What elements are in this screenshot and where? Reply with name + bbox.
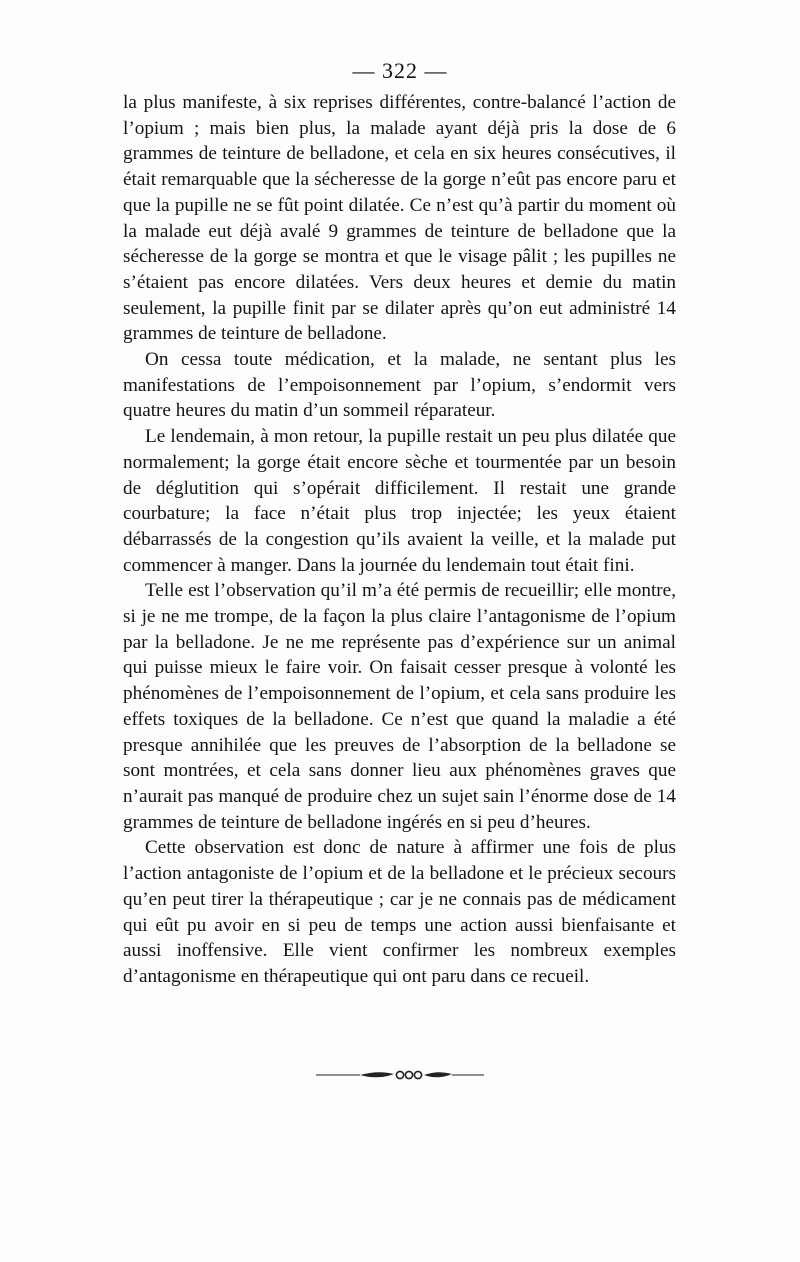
paragraph-1: la plus manifeste, à six reprises différentes, contre-balancé l’action de l’opium ; mais bien plus, la malade ayant déjà pris la dose de 6 grammes de teinture de belladone, et cela en six heures consécutives, il était remarquable que la sécheresse de la gorge n’eût pas encore paru et que la pupille ne se fût point dilatée. Ce n’est qu’à partir du moment où la malade eut déjà avalé 9 grammes de teinture de belladone que la sécheresse de la gorge se montra et que le visage pâlit ; les pupilles ne s’étaient pas encore dilatées. Vers deux heures et demie du matin seulement, la pupille finit par se dilater après qu’on eut administré 14 grammes de teinture de belladone.	[123, 92, 676, 345]
page-number: — 322 —	[352, 58, 448, 83]
paragraph-3: Le lendemain, à mon retour, la pupille restait un peu plus dilatée que normalement; la gorge était encore sèche et tourmentée par un besoin de déglutition qui s’opérait difficilement. Il restait une grande courbature; la face n’était plus trop injectée; les yeux étaient débarrassés de la congestion qu’ils avaient la veille, et la malade put commencer à manger. Dans la journée du lendemain tout était fini.	[123, 426, 676, 576]
paragraph-4: Telle est l’observation qu’il m’a été permis de recueillir; elle montre, si je ne me trompe, de la façon la plus claire l’antagonisme de l’opium par la belladone. Je ne me représente pas d’expérience sur un animal qui puisse mieux le faire voir. On faisait cesser presque à volonté les phénomènes de l’empoisonnement de l’opium, et cela sans produire les effets toxiques de la belladone. Ce n’est que quand la maladie a été presque annihilée que les preuves de l’absorption de la belladone se sont montrées, et cela sans donner lieu aux phénomènes graves que n’aurait pas manqué de produire chez un sujet sain l’énorme dose de 14 grammes de teinture de belladone ingérés en si peu d’heures.	[123, 580, 676, 833]
paragraph-2: On cessa toute médication, et la malade, ne sentant plus les manifestations de l’empoisonnement par l’opium, s’endormit vers quatre heures du matin d’un sommeil réparateur.	[123, 349, 676, 422]
paragraph-5: Cette observation est donc de nature à affirmer une fois de plus l’action antagoniste de l’opium et de la belladone et le précieux secours qu’en peut tirer la thérapeutique ; car je ne connais pas de médicament qui eût pu avoir en si peu de temps une action aussi bienfaisante et aussi inoffensive. Elle vient confirmer les nombreux exemples d’antagonisme en thérapeutique qui ont paru dans ce recueil.	[123, 837, 676, 987]
body-text	[123, 90, 676, 990]
fleuron-tailpiece-icon	[316, 1068, 484, 1082]
